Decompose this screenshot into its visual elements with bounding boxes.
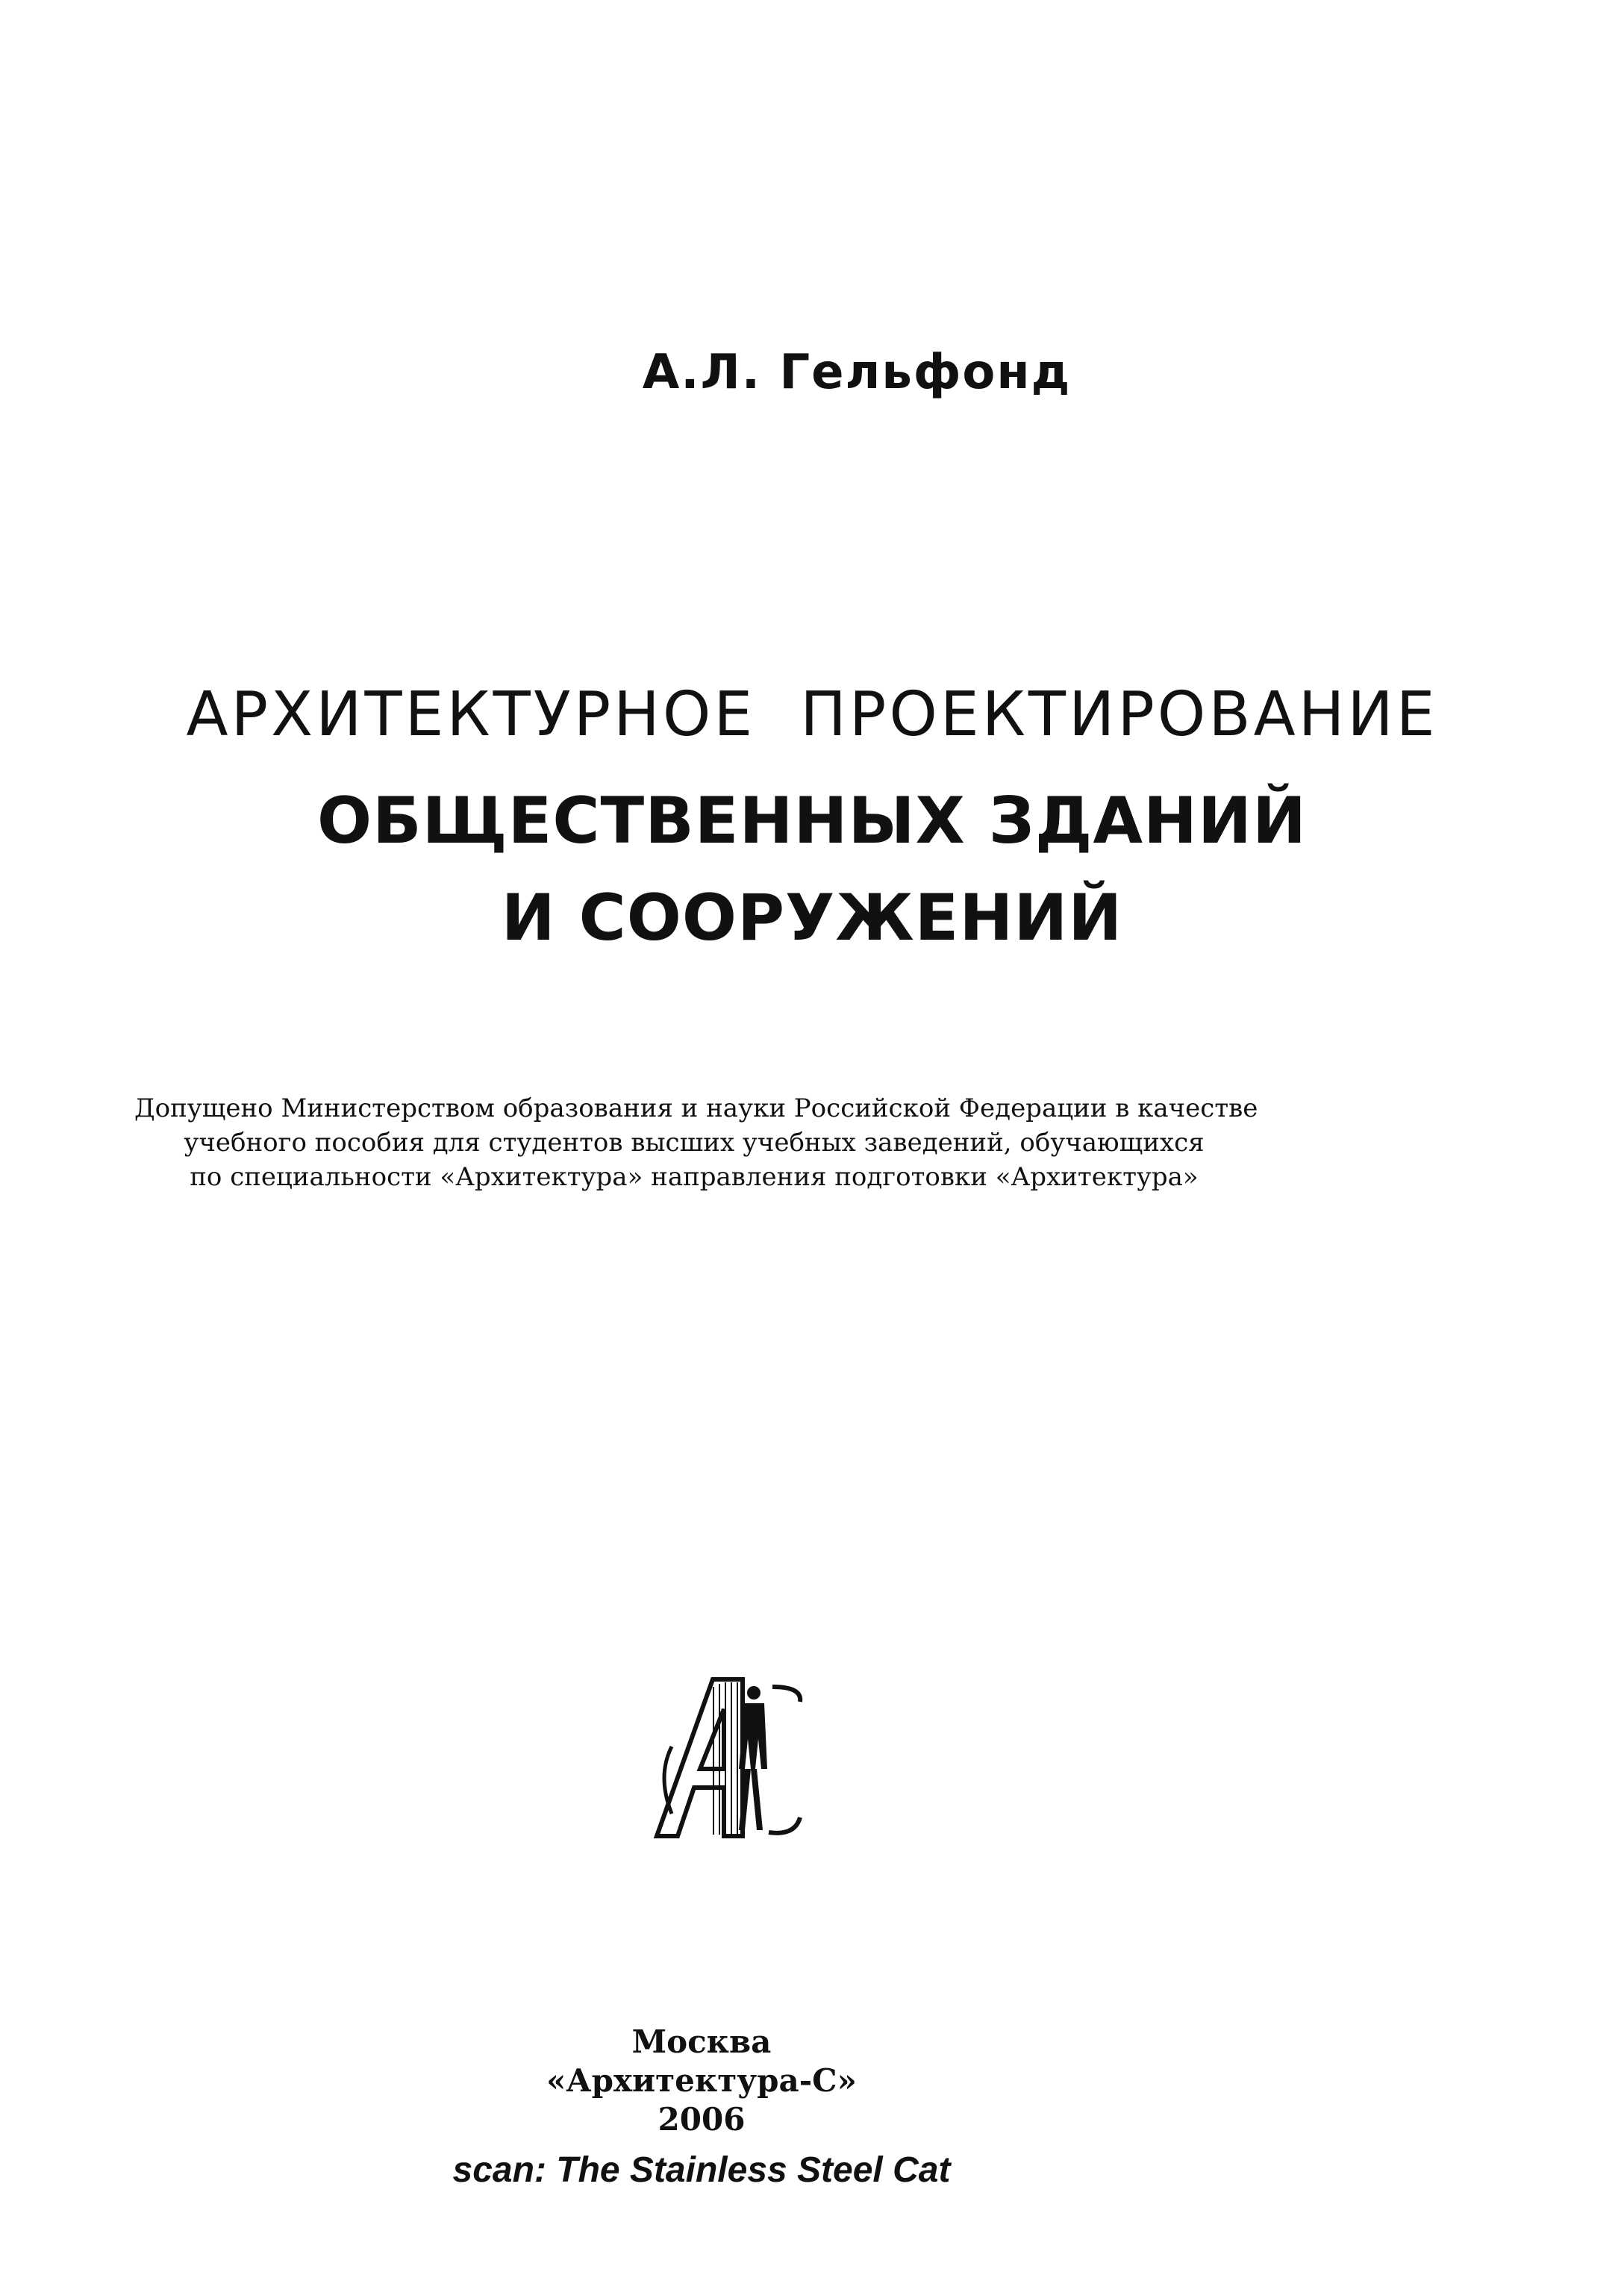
approval-statement xyxy=(134,1091,1258,1194)
author-name-text: А.Л. Гельфонд xyxy=(642,345,1072,400)
approval-line-3: по специальности «Архитектура» направления подготовки «Архитектура» xyxy=(190,1162,1199,1192)
author-name xyxy=(0,345,1624,400)
book-title-line-3: И СООРУЖЕНИЙ xyxy=(501,881,1123,955)
imprint-city: Москва xyxy=(631,2023,772,2060)
imprint-year: 2006 xyxy=(658,2101,746,2138)
imprint-publisher: «Архитектура-С» xyxy=(546,2062,857,2099)
scan-credit: scan: The Stainless Steel Cat xyxy=(452,2150,951,2190)
imprint xyxy=(0,2023,1403,2139)
book-title-line-1: АРХИТЕКТУРНОЕ ПРОЕКТИРОВАНИЕ xyxy=(186,679,1438,750)
publisher-logo-icon xyxy=(642,1657,806,1851)
approval-line-2: учебного пособия для студентов высших учебных заведений, обучающихся xyxy=(184,1128,1205,1158)
approval-line-1: Допущено Министерством образования и науки Российской Федерации в качестве xyxy=(134,1093,1258,1123)
book-title-line-2: ОБЩЕСТВЕННЫХ ЗДАНИЙ xyxy=(317,784,1307,858)
